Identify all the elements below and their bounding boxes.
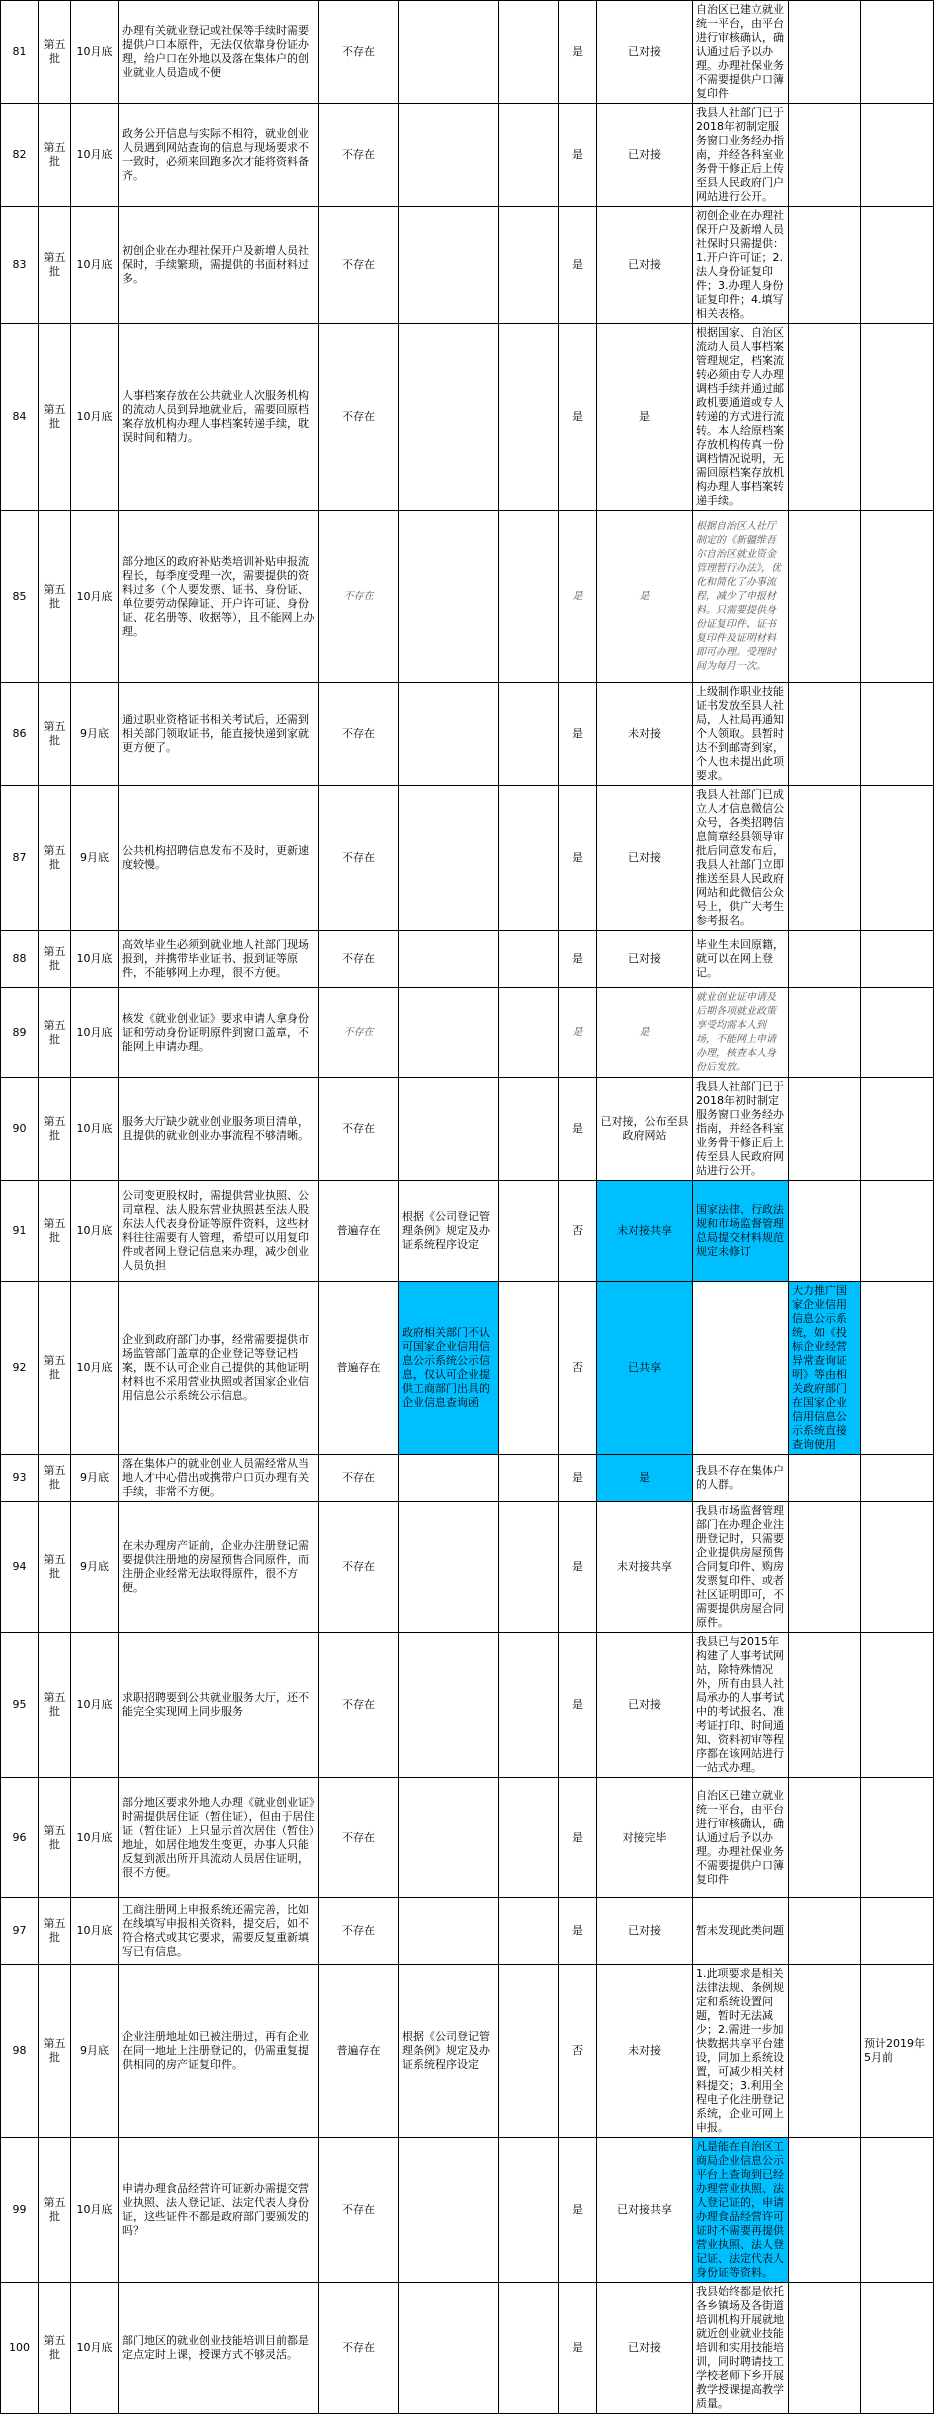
measure-cell: 自治区已建立就业统一平台，由平台进行审核确认，确认通过后予以办理。办理社保业务不需要提供户口簿复印件 [693,1778,789,1898]
blank-cell [499,1181,559,1282]
status-cell: 已对接，公布至县政府网站 [597,1078,693,1181]
plan-cell [861,1455,934,1502]
row-number: 87 [1,786,39,931]
batch-cell: 第五批 [39,2138,71,2283]
measure-cell: 1.此项要求是相关法律法规、条例规定和系统设置问题，暂时无法减少；2.需进一步加快数据共享平台建设，同加上系统设置，可减少相关材料提交；3.利用全程电子化注册登记系统，企业可网上申报。 [693,1965,789,2138]
status-cell: 已对接 [597,2283,693,2414]
status-cell: 是 [597,324,693,511]
table-row [1,1633,934,1778]
plan-cell [861,1502,934,1633]
prevalence-cell: 不存在 [319,1455,399,1502]
measure-cell: 凡是能在自治区工商局企业信息公示平台上查询到已经办理营业执照、法人登记证的，申请办理食品经营许可证时不需要再提供营业执照、法人登记证、法定代表人身份证等资料。 [693,2138,789,2283]
measure-cell: 我县人社部门已于2018年初制定服务窗口业务经办指南，并经各科室业务骨干修正后上传至县人民政府门户网站进行公开。 [693,104,789,207]
table-body [1,1,934,2414]
issue-description: 申请办理食品经营许可证新办需提交营业执照、法人登记证、法定代表人身份证，这些证件不都是政府部门要颁发的吗？ [119,2138,319,2283]
status-cell: 是 [597,511,693,683]
changeable-cell: 是 [559,2283,597,2414]
deadline-cell: 10月底 [71,988,119,1078]
extra-measure-cell [789,1,861,104]
plan-cell [861,1282,934,1455]
batch-cell: 第五批 [39,1633,71,1778]
basis-cell [399,1078,499,1181]
row-number: 81 [1,1,39,104]
prevalence-cell: 不存在 [319,683,399,786]
blank-cell [499,1502,559,1633]
batch-cell: 第五批 [39,1455,71,1502]
row-number: 96 [1,1778,39,1898]
batch-cell: 第五批 [39,1502,71,1633]
status-cell: 是 [597,1455,693,1502]
issue-description: 部分地区要求外地人办理《就业创业证》时需提供居住证（暂住证），但由于居住证（暂住证）上只显示首次居住（暂住）地址，如居住地发生变更，办事人只能反复到派出所开具流动人员居住证明，很不方便。 [119,1778,319,1898]
blank-cell [499,988,559,1078]
changeable-cell: 是 [559,1502,597,1633]
row-number: 86 [1,683,39,786]
batch-cell: 第五批 [39,786,71,931]
issue-description: 部分地区的政府补贴类培训补贴申报流程长，每季度受理一次，需要提供的资料过多（个人要发票、证书、身份证、单位要劳动保障证、开户许可证、身份证、花名册等、收据等），且不能网上办理。 [119,511,319,683]
extra-measure-cell [789,1965,861,2138]
extra-measure-cell [789,1898,861,1965]
extra-measure-cell [789,2138,861,2283]
changeable-cell: 否 [559,1965,597,2138]
table-row [1,2283,934,2414]
status-cell: 已对接 [597,1898,693,1965]
measure-cell: 国家法律、行政法规和市场监督管理总局提交材料规范规定未修订 [693,1181,789,1282]
table-row [1,988,934,1078]
table-row [1,2138,934,2283]
changeable-cell: 是 [559,511,597,683]
plan-cell [861,104,934,207]
basis-cell [399,786,499,931]
prevalence-cell: 普遍存在 [319,1181,399,1282]
basis-cell [399,1,499,104]
blank-cell [499,1965,559,2138]
batch-cell: 第五批 [39,1778,71,1898]
measure-cell: 根据国家、自治区流动人员人事档案管理规定，档案流转必须由专人办理调档手续并通过邮政机要通道或专人转递的方式进行流转。本人给原档案存放机构传真一份调档情况说明，无需回原档案存放机构办理人事档案转递手续。 [693,324,789,511]
deadline-cell: 9月底 [71,786,119,931]
row-number: 99 [1,2138,39,2283]
plan-cell [861,2283,934,2414]
row-number: 89 [1,988,39,1078]
issue-description: 核发《就业创业证》要求申请人拿身份证和劳动身份证明原件到窗口盖章，不能网上申请办理。 [119,988,319,1078]
basis-cell [399,683,499,786]
status-cell: 已对接 [597,104,693,207]
status-cell: 已对接 [597,1,693,104]
table-row [1,1502,934,1633]
status-cell: 是 [597,988,693,1078]
batch-cell: 第五批 [39,104,71,207]
changeable-cell: 是 [559,1078,597,1181]
status-cell: 对接完毕 [597,1778,693,1898]
blank-cell [499,1898,559,1965]
changeable-cell: 是 [559,2138,597,2283]
batch-cell: 第五批 [39,2283,71,2414]
extra-measure-cell [789,683,861,786]
table-row [1,683,934,786]
basis-cell: 政府相关部门不认可国家企业信用信息公示系统公示信息，仅认可企业提供工商部门出具的企业信息查询函 [399,1282,499,1455]
issue-description: 在未办理房产证前，企业办注册登记需要提供注册地的房屋预售合同原件，而注册企业经常无法取得原件，很不方便。 [119,1502,319,1633]
plan-cell [861,2138,934,2283]
extra-measure-cell [789,207,861,324]
changeable-cell: 是 [559,683,597,786]
extra-measure-cell [789,2283,861,2414]
issue-description: 服务大厅缺少就业创业服务项目清单，且提供的就业创业办事流程不够清晰。 [119,1078,319,1181]
row-number: 93 [1,1455,39,1502]
issue-description: 工商注册网上申报系统还需完善，比如在线填写申报相关资料，提交后，如不符合格式或其它要求，需要反复重新填写已有信息。 [119,1898,319,1965]
blank-cell [499,1,559,104]
changeable-cell: 是 [559,1778,597,1898]
table-row [1,1181,934,1282]
row-number: 98 [1,1965,39,2138]
changeable-cell: 是 [559,1,597,104]
row-number: 82 [1,104,39,207]
prevalence-cell: 不存在 [319,324,399,511]
blank-cell [499,324,559,511]
deadline-cell: 9月底 [71,683,119,786]
extra-measure-cell [789,104,861,207]
status-cell: 已对接 [597,207,693,324]
blank-cell [499,1778,559,1898]
deadline-cell: 10月底 [71,2138,119,2283]
plan-cell: 预计2019年5月前 [861,1965,934,2138]
basis-cell [399,1633,499,1778]
issue-description: 高效毕业生必须到就业地人社部门现场报到，并携带毕业证书、报到证等原件，不能够网上办理，很不方便。 [119,931,319,988]
prevalence-cell: 不存在 [319,988,399,1078]
prevalence-cell: 不存在 [319,1778,399,1898]
issue-description: 初创企业在办理社保开户及新增人员社保时，手续繁琐，需提供的书面材料过多。 [119,207,319,324]
blank-cell [499,511,559,683]
extra-measure-cell [789,1455,861,1502]
issue-description: 部门地区的就业创业技能培训目前都是定点定时上课，授课方式不够灵活。 [119,2283,319,2414]
batch-cell: 第五批 [39,683,71,786]
measure-cell: 我县始终都是依托各乡镇场及各街道培训机构开展就地就近创业就业技能培训和实用技能培训，同时聘请技工学校老师下乡开展教学授课提高教学质量。 [693,2283,789,2414]
blank-cell [499,1282,559,1455]
row-number: 90 [1,1078,39,1181]
changeable-cell: 是 [559,207,597,324]
deadline-cell: 10月底 [71,1633,119,1778]
row-number: 88 [1,931,39,988]
issue-description: 企业到政府部门办事，经常需要提供市场监管部门盖章的企业登记等登记档案，既不认可企业自己提供的其他证明材料也不采用营业执照或者国家企业信用信息公示系统公示信息。 [119,1282,319,1455]
table-row [1,1898,934,1965]
extra-measure-cell: 大力推广国家企业信用信息公示系统，如《投标企业经营异常查询证明》等由相关政府部门在国家企业信用信息公示系统直接查询使用 [789,1282,861,1455]
prevalence-cell: 不存在 [319,931,399,988]
extra-measure-cell [789,1181,861,1282]
deadline-cell: 10月底 [71,207,119,324]
plan-cell [861,786,934,931]
blank-cell [499,931,559,988]
status-cell: 未对接共享 [597,1181,693,1282]
batch-cell: 第五批 [39,1965,71,2138]
extra-measure-cell [789,988,861,1078]
changeable-cell: 是 [559,931,597,988]
measure-cell: 就业创业证申请及后期各项就业政策享受均需本人到场，不能网上申请办理，核查本人身份后发放。 [693,988,789,1078]
blank-cell [499,2138,559,2283]
prevalence-cell: 不存在 [319,1633,399,1778]
changeable-cell: 否 [559,1282,597,1455]
table-row [1,104,934,207]
issue-description: 求职招聘要到公共就业服务大厅，还不能完全实现网上同步服务 [119,1633,319,1778]
prevalence-cell: 不存在 [319,2283,399,2414]
plan-cell [861,1778,934,1898]
table-row [1,1965,934,2138]
measure-cell: 暂未发现此类问题 [693,1898,789,1965]
plan-cell [861,1898,934,1965]
measure-cell: 我县市场监督管理部门在办理企业注册登记时，只需要企业提供房屋预售合同复印件、购房发票复印件、或者社区证明即可，不需要提供房屋合同原件。 [693,1502,789,1633]
blank-cell [499,1078,559,1181]
plan-cell [861,683,934,786]
issue-description: 办理有关就业登记或社保等手续时需要提供户口本原件，无法仅依靠身份证办理，给户口在外地以及落在集体户的创业就业人员造成不便 [119,1,319,104]
changeable-cell: 是 [559,104,597,207]
changeable-cell: 否 [559,1181,597,1282]
basis-cell [399,104,499,207]
status-cell: 已对接 [597,1633,693,1778]
deadline-cell: 10月底 [71,2283,119,2414]
row-number: 83 [1,207,39,324]
batch-cell: 第五批 [39,1898,71,1965]
deadline-cell: 10月底 [71,931,119,988]
plan-cell [861,511,934,683]
table-row [1,1078,934,1181]
deadline-cell: 10月底 [71,511,119,683]
deadline-cell: 10月底 [71,1078,119,1181]
status-cell: 已对接共享 [597,2138,693,2283]
prevalence-cell: 不存在 [319,1,399,104]
deadline-cell: 10月底 [71,1898,119,1965]
changeable-cell: 是 [559,988,597,1078]
plan-cell [861,1633,934,1778]
status-cell: 未对接共享 [597,1502,693,1633]
prevalence-cell: 普遍存在 [319,1965,399,2138]
prevalence-cell: 不存在 [319,511,399,683]
status-cell: 未对接 [597,1965,693,2138]
blank-cell [499,1633,559,1778]
extra-measure-cell [789,324,861,511]
deadline-cell: 10月底 [71,1,119,104]
measure-cell: 自治区已建立就业统一平台，由平台进行审核确认，确认通过后予以办理。办理社保业务不需要提供户口簿复印件 [693,1,789,104]
measure-cell: 我县人社部门已成立人才信息微信公众号，各类招聘信息简章经县领导审批后同意发布后，我县人社部门立即推送至县人民政府网站和此微信公众号上，供广大考生参考报名。 [693,786,789,931]
extra-measure-cell [789,511,861,683]
row-number: 85 [1,511,39,683]
issue-description: 公共机构招聘信息发布不及时，更新速度较慢。 [119,786,319,931]
batch-cell: 第五批 [39,1,71,104]
row-number: 94 [1,1502,39,1633]
basis-cell: 根据《公司登记管理条例》规定及办证系统程序设定 [399,1181,499,1282]
blank-cell [499,2283,559,2414]
blank-cell [499,104,559,207]
prevalence-cell: 不存在 [319,786,399,931]
status-cell: 未对接 [597,683,693,786]
prevalence-cell: 不存在 [319,1078,399,1181]
prevalence-cell: 不存在 [319,2138,399,2283]
table-row [1,786,934,931]
blank-cell [499,683,559,786]
deadline-cell: 10月底 [71,104,119,207]
row-number: 100 [1,2283,39,2414]
measure-cell: 根据自治区人社厅制定的《新疆维吾尔自治区就业资金管理暂行办法》，优化和简化了办事流程，减少了申报材料。只需要提供身份证复印件、证书复印件及证明材料即可办理。受理时间为每月一次。 [693,511,789,683]
table-row [1,1778,934,1898]
extra-measure-cell [789,786,861,931]
basis-cell [399,2138,499,2283]
measure-cell: 我县已与2015年构建了人事考试网站，除特殊情况外，所有由县人社局承办的人事考试中的考试报名、准考证打印、时间通知、资料初审等程序都在该网站进行一站式办理。 [693,1633,789,1778]
basis-cell [399,1778,499,1898]
batch-cell: 第五批 [39,511,71,683]
basis-cell [399,324,499,511]
plan-cell [861,1181,934,1282]
table-row [1,931,934,988]
basis-cell [399,1898,499,1965]
extra-measure-cell [789,1778,861,1898]
batch-cell: 第五批 [39,931,71,988]
batch-cell: 第五批 [39,1282,71,1455]
deadline-cell: 9月底 [71,1965,119,2138]
prevalence-cell: 不存在 [319,1502,399,1633]
issue-description: 政务公开信息与实际不相符，就业创业人员遇到网站查询的信息与现场要求不一致时，必须来回跑多次才能将资料备齐。 [119,104,319,207]
row-number: 92 [1,1282,39,1455]
issue-description: 落在集体户的就业创业人员需经常从当地人才中心借出或携带户口页办理有关手续，非常不方便。 [119,1455,319,1502]
batch-cell: 第五批 [39,988,71,1078]
measure-cell: 我县人社部门已于2018年初时制定服务窗口业务经办指南，并经各科室业务骨干修正后上传至县人民政府网站进行公开。 [693,1078,789,1181]
blank-cell [499,207,559,324]
changeable-cell: 是 [559,1898,597,1965]
issue-description: 通过职业资格证书相关考试后，还需到相关部门领取证书，能直接快递到家就更方便了。 [119,683,319,786]
table-row [1,324,934,511]
plan-cell [861,988,934,1078]
deadline-cell: 9月底 [71,1502,119,1633]
measure-cell: 初创企业在办理社保开户及新增人员社保时只需提供：1.开户许可证；2.法人身份证复印件；3.办理人身份证复印件；4.填写相关表格。 [693,207,789,324]
table-row [1,511,934,683]
plan-cell [861,207,934,324]
blank-cell [499,1455,559,1502]
extra-measure-cell [789,1078,861,1181]
row-number: 84 [1,324,39,511]
measure-cell: 毕业生未回原籍，就可以在网上登记。 [693,931,789,988]
row-number: 95 [1,1633,39,1778]
basis-cell [399,1455,499,1502]
basis-cell [399,2283,499,2414]
measure-cell: 我县不存在集体户的人群。 [693,1455,789,1502]
basis-cell: 根据《公司登记管理条例》规定及办证系统程序设定 [399,1965,499,2138]
basis-cell [399,511,499,683]
table-row [1,207,934,324]
table-row [1,1,934,104]
deadline-cell: 10月底 [71,1282,119,1455]
deadline-cell: 10月底 [71,324,119,511]
prevalence-cell: 不存在 [319,1898,399,1965]
basis-cell [399,207,499,324]
changeable-cell: 是 [559,786,597,931]
status-cell: 已对接 [597,786,693,931]
plan-cell [861,1,934,104]
issue-description: 公司变更股权时，需提供营业执照、公司章程、法人股东营业执照甚至法人股东法人代表身份证等原件资料，这些材料往往需要有人管理，希望可以用复印件或者网上登记信息来办理，减少创业人员负担 [119,1181,319,1282]
measure-cell [693,1282,789,1455]
batch-cell: 第五批 [39,324,71,511]
deadline-cell: 10月底 [71,1181,119,1282]
plan-cell [861,931,934,988]
changeable-cell: 是 [559,1633,597,1778]
batch-cell: 第五批 [39,1181,71,1282]
prevalence-cell: 不存在 [319,104,399,207]
blank-cell [499,786,559,931]
issue-description: 人事档案存放在公共就业人次服务机构的流动人员到异地就业后，需要回原档案存放机构办理人事档案转递手续，耽误时间和精力。 [119,324,319,511]
extra-measure-cell [789,1502,861,1633]
batch-cell: 第五批 [39,1078,71,1181]
prevalence-cell: 普遍存在 [319,1282,399,1455]
batch-cell: 第五批 [39,207,71,324]
plan-cell [861,1078,934,1181]
issue-description: 企业注册地址如已被注册过，再有企业在同一地址上注册登记的，仍需重复提供相同的房产证复印件。 [119,1965,319,2138]
status-cell: 已对接 [597,931,693,988]
changeable-cell: 是 [559,1455,597,1502]
extra-measure-cell [789,1633,861,1778]
basis-cell [399,1502,499,1633]
basis-cell [399,988,499,1078]
changeable-cell: 是 [559,324,597,511]
prevalence-cell: 不存在 [319,207,399,324]
basis-cell [399,931,499,988]
table-row [1,1282,934,1455]
measure-cell: 上级制作职业技能证书发放至县人社局，人社局再通知个人领取。县暂时达不到邮寄到家，个人也未提出此项要求。 [693,683,789,786]
row-number: 97 [1,1898,39,1965]
table-row [1,1455,934,1502]
extra-measure-cell [789,931,861,988]
row-number: 91 [1,1181,39,1282]
deadline-cell: 10月底 [71,1778,119,1898]
status-cell: 已共享 [597,1282,693,1455]
deadline-cell: 9月底 [71,1455,119,1502]
plan-cell [861,324,934,511]
